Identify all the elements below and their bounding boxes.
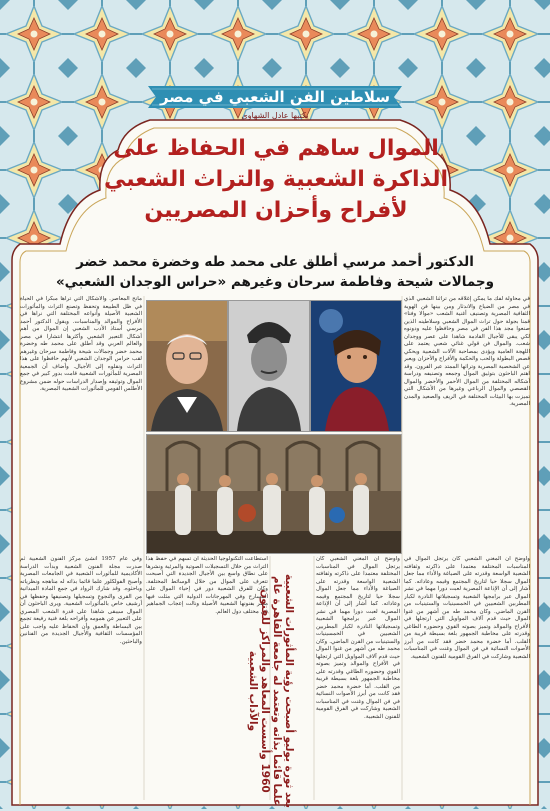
- headline: [96, 133, 456, 226]
- photo-folk-troupe: [146, 434, 402, 554]
- portrait-icon: [147, 301, 227, 431]
- body-column-right-bottom: وأوضح أن المغني الشعبي كان يرتجل الموال في المناسبات المختلفة معتمدا على ذاكرته وثقافته الشعبية الواسعة وقدرته على الصياغة والأداء مما جعل الموال سجلا حيا لتاريخ المجتمع وقيمه وعاداته. كما أشار إلى أن الإذاعة المصرية لعبت دورا مهما في نشر الموال عبر برامجها الشعبية وتسجيلاتها النادرة لكبار المطربين الشعبيين في الخمسينيات والستينيات من القرن الماضي. وكان محمد طه من أشهر من غنوا الموال حيث قدم آلاف المواويل التي ارتجلها في الأفراح والموالد وتميز بصوته القوي وحضوره الطاغي وقدرته على مخاطبة الجمهور بلغة بسيطة قريبة من القلب. أما خضرة محمد خضر فقد كانت من أبرز الأصوات النسائية في فن الموال وغنت في المناسبات الشعبية وشاركت في الفرق القومية للفنون الشعبية.: [404, 556, 530, 660]
- body-column-left-bottom: وفي عام 1957 أنشئ مركز الفنون الشعبية ثم صدرت مجلة الفنون الشعبية وبدأت الدراسة الأكاديمية للمأثورات الشعبية في الجامعات المصرية وأصبح الفولكلور علما قائما بذاته له مناهجه ونظرياته وباحثوه. وقد شارك الرواد في جمع المادة الميدانية من القرى والنجوع وتسجيلها وتصنيفها وحفظها في أرشيف خاص بالمأثورات الشعبية. ويرى الباحثون أن الموال سيبقى شاهدا على قدرة الشعب المصري على التعبير عن همومه وأفراحه بلغة فنية رفيعة تجمع بين البساطة والعمق وأن الحفاظ عليه واجب على المؤسسات الثقافية والأجيال الجديدة من الفنانين والباحثين.: [20, 556, 142, 645]
- byline: يكتبها عادل الشهاوي: [241, 111, 309, 120]
- photo-ahmed-morsi: [146, 300, 228, 432]
- photo-mohamed-taha: [228, 300, 310, 432]
- subhead-line-2: وجمالات شيحة وفاطمة سرحان وغيرهم «حراس الوجدان الشعبي»: [55, 274, 495, 290]
- portrait-icon: [311, 301, 401, 431]
- subhead-line-1: الدكتور أحمد مرسي أطلق على محمد طه وخضرة محمد خضر: [76, 254, 474, 270]
- headline-line-1: الموال ساهم في الحفاظ على: [113, 136, 439, 161]
- portrait-icon: [229, 301, 309, 431]
- body-column-center-right: وأوضح أن المغني الشعبي كان يرتجل الموال في المناسبات المختلفة معتمدا على ذاكرته وثقافته الشعبية الواسعة وقدرته على الصياغة والأداء مما جعل الموال سجلا حيا لتاريخ المجتمع وقيمه وعاداته. كما أشار إلى أن الإذاعة المصرية لعبت دورا مهما في نشر الموال عبر برامجها الشعبية وتسجيلاتها النادرة لكبار المطربين الشعبيين في الخمسينيات والستينيات من القرن الماضي. وكان محمد طه من أشهر من غنوا الموال حيث قدم آلاف المواويل التي ارتجلها في الأفراح والموالد وتميز بصوته القوي وحضوره الطاغي وقدرته على مخاطبة الجمهور بلغة بسيطة قريبة من القلب. أما خضرة محمد خضر فقد كانت من أبرز الأصوات النسائية في فن الموال وغنت في المناسبات الشعبية وشاركت في الفرق القومية للفنون الشعبية.: [316, 556, 400, 720]
- body-column-left-top: مانح المعاصر. والأشكال التي تراها مبكرا في الحياة في ظل الطبيعة وتحفظ وتصنع التراث والمأثورات الشعبية الأصيلة وأنواعه المختلفة التي نراها في الأفراح والموالد والمناسبات. ويقول الدكتور أحمد مرسي أستاذ الأدب الشعبي إن الموال من أهم أشكال التعبير الشعبي وأكثرها انتشارا في مصر والعالم العربي وقد أطلق على محمد طه وخضرة محمد خضر وجمالات شيحة وفاطمة سرحان وغيرهم لقب حراس الوجدان الشعبي لأنهم حافظوا على هذا التراث ونقلوه إلى الأجيال. وأضاف أن الجمعية المصرية للمأثورات الشعبية قامت بدور كبير في جمع الموال وتوثيقه وإصدار الدراسات حوله ضمن مشروع الأطلس القومي للمأثورات الشعبية المصرية.: [20, 296, 142, 392]
- headline-line-3: لأفراح وأحزان المصريين: [144, 198, 408, 223]
- body-column-center-bottom: استطاعت التكنولوجيا الحديثة أن تسهم في حفظ هذا التراث من خلال التسجيلات الصوتية والمرئية ونشرها على نطاق واسع بين الأجيال الجديدة التي أصبحت تتعرف على الموال من خلال الوسائط المختلفة. وكان للفرق الشعبية دور في إحياء الموال على المسارح وفي المهرجانات الدولية التي مثلت فيها مصر بفنونها الشعبية الأصيلة ونالت إعجاب الجماهير في مختلف دول العالم.: [146, 556, 268, 615]
- subheadline: [18, 252, 532, 292]
- headline-line-2: الذاكرة الشعبية والتراث الشعبي: [103, 167, 449, 192]
- group-performance-icon: [147, 435, 401, 553]
- body-column-right-top: في محاولة لفك ما يمكن إغلاقه من تراثنا الشعبي الذي في مصر من الضياع والاندثار ومن بينها فن الهوية الثقافية المصرية وتصنيف أغنية الشعب «موالا وفنا» قمنا بجولة حول تراث الموال الشعبي وسلاطينه الذين صنعوا مجد هذا الفن في مصر وحافظوا عليه ودونوه لكي يبقى للأجيال القادمة شاهدا على عصر ووجدان شعب. والموال فن قولي غنائي شعبي يعتمد على اللهجة العامية ويؤدى بمصاحبة الآلات الشعبية ويحكي قصص البطولة والحب والحكمة والأفراح والأحزان ويعبر عن الشخصية المصرية وتراثها الممتد عبر القرون. وقد اهتم الباحثون بتوثيق الموال وجمعه وتصنيفه ودراسة أشكاله المختلفة من الموال الأحمر والأخضر والموال القصصي والموال الرباعي وغيرها من الأشكال التي تميزت بها البيئات المختلفة في الريف والصعيد والمدن المصرية.: [404, 296, 530, 407]
- photo-khadra-singer: [310, 300, 402, 432]
- series-title: سلاطين الفن الشعبي في مصر: [159, 88, 391, 106]
- pull-quote: بعد ثورة يوليو أصبحت رؤية المأثورات الشعبية علما قائما بذاته وتعتمد له جامعة القاهرة عام 1960 وأسست المعاهد والمراكز للفنون والآداب الشعبية: [247, 574, 295, 808]
